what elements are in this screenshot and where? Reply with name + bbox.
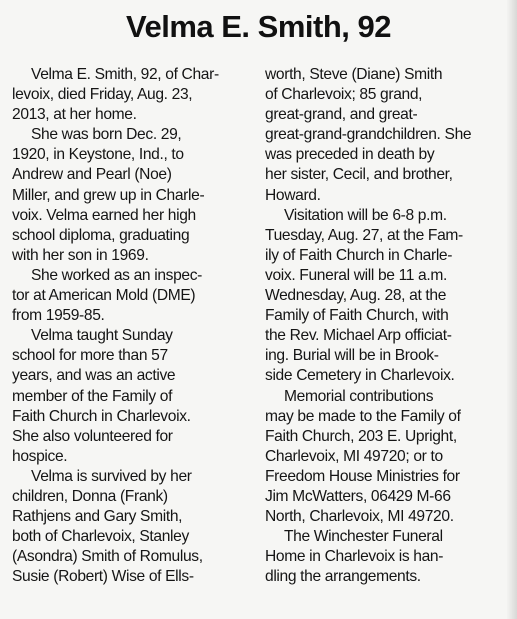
text-line: may be made to the Family of (265, 407, 461, 425)
text-line: voix. Velma earned her high (12, 206, 196, 224)
text-line: Velma taught Sunday (31, 327, 173, 345)
text-line: children, Donna (Frank) (12, 487, 168, 505)
text-line: ing. Burial will be in Brook- (265, 347, 439, 365)
text-line: years, and was an active (12, 367, 176, 385)
text-line: from 1959-85. (12, 307, 105, 325)
text-line: side Cemetery in Charlevoix. (265, 367, 455, 385)
scan-edge-shadow (507, 0, 517, 619)
text-line: levoix, died Friday, Aug. 23, (12, 86, 193, 104)
text-line: was preceded in death by (265, 146, 435, 164)
text-line: Freedom House Ministries for (265, 467, 460, 485)
right-text-column (265, 65, 507, 587)
text-line: Charlevoix, MI 49720; or to (265, 447, 443, 465)
text-line: Velma E. Smith, 92, of Char- (31, 66, 219, 83)
text-line: Velma is survived by her (31, 467, 192, 485)
obituary-headline: Velma E. Smith, 92 (126, 9, 391, 44)
text-line: (Asondra) Smith of Romulus, (12, 548, 203, 566)
text-line: 1920, in Keystone, Ind., to (12, 146, 184, 164)
text-line: worth, Steve (Diane) Smith (265, 66, 443, 83)
text-line: Tuesday, Aug. 27, at the Fam- (265, 226, 463, 244)
text-line: Susie (Robert) Wise of Ells- (12, 568, 194, 586)
text-line: Miller, and grew up in Charle- (12, 186, 205, 204)
text-line: dling the arrangements. (265, 568, 421, 586)
text-line: with her son in 1969. (12, 246, 149, 264)
text-line: ily of Faith Church in Charle- (265, 246, 453, 264)
text-line: She also volunteered for (12, 427, 173, 445)
text-line: Home in Charlevoix is han- (265, 548, 444, 566)
text-line: North, Charlevoix, MI 49720. (265, 508, 454, 526)
text-line: great-grand-grandchildren. She (265, 126, 472, 144)
text-line: Faith Church, 203 E. Upright, (265, 427, 457, 445)
text-line: 2013, at her home. (12, 106, 137, 124)
text-line: her sister, Cecil, and brother, (265, 166, 453, 184)
text-line: of Charlevoix; 85 grand, (265, 86, 423, 104)
text-line: the Rev. Michael Arp officiat- (265, 327, 452, 345)
text-line: great-grand, and great- (265, 106, 418, 124)
text-line: Visitation will be 6-8 p.m. (284, 206, 447, 224)
text-line: Memorial contributions (284, 387, 434, 405)
text-line: member of the Family of (12, 387, 173, 405)
text-line: school diploma, graduating (12, 226, 190, 244)
text-line: Rathjens and Gary Smith, (12, 508, 183, 526)
text-line: Wednesday, Aug. 28, at the (265, 287, 447, 305)
text-line: hospice. (12, 447, 68, 465)
text-line: Andrew and Pearl (Noe) (12, 166, 172, 184)
text-line: both of Charlevoix, Stanley (12, 528, 189, 546)
text-line: The Winchester Funeral (284, 528, 443, 546)
text-line: Howard. (265, 186, 321, 204)
left-text-column (12, 65, 270, 587)
text-line: Family of Faith Church, with (265, 307, 449, 325)
text-line: She was born Dec. 29, (31, 126, 182, 144)
text-line: Jim McWatters, 06429 M-66 (265, 487, 451, 505)
text-line: She worked as an inspec- (31, 266, 203, 284)
text-line: voix. Funeral will be 11 a.m. (265, 266, 447, 284)
text-line: tor at American Mold (DME) (12, 287, 196, 305)
text-line: Faith Church in Charlevoix. (12, 407, 191, 425)
text-line: school for more than 57 (12, 347, 168, 365)
